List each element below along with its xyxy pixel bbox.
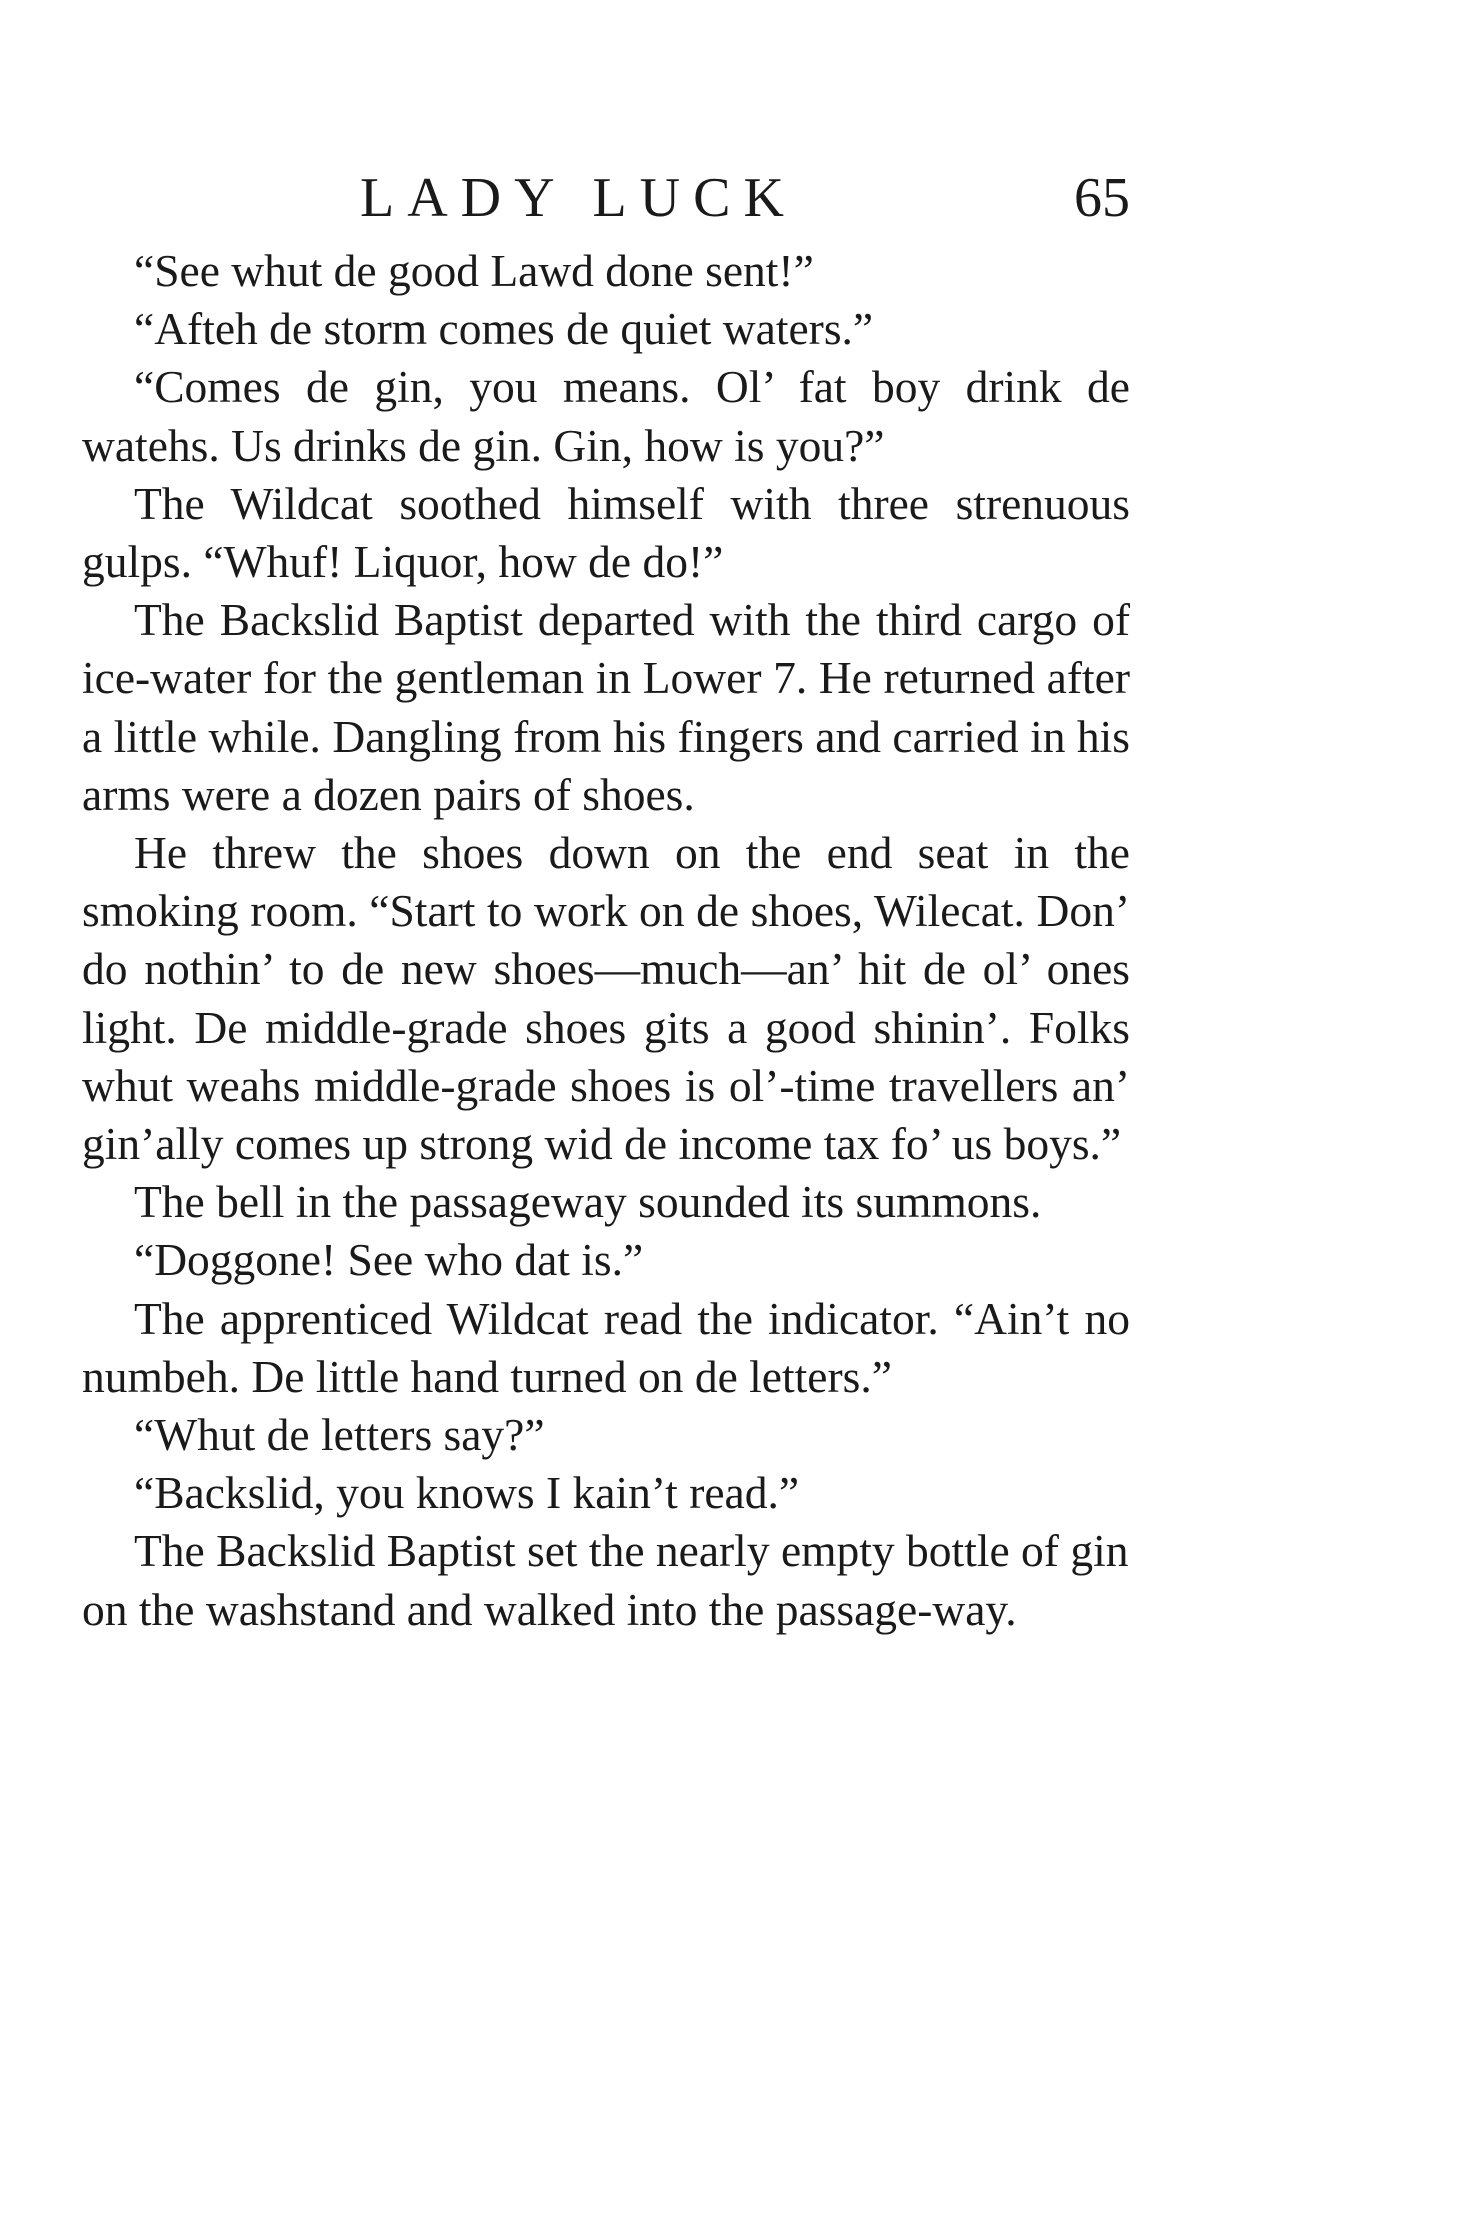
paragraph: “Comes de gin, you means. Ol’ fat boy drink de watehs. Us drinks de gin. Gin, how is you?” bbox=[82, 361, 1130, 471]
paragraph: “See whut de good Lawd done sent!” bbox=[134, 245, 814, 296]
paragraph: “Whut de letters say?” bbox=[134, 1409, 545, 1461]
paragraph: He threw the shoes down on the end seat in the smoking room. “Start to work on de shoes, Wilecat. Don’ do nothin’ to de new shoes—much—an’ hit de ol’ ones light. De middle-grade shoes gits a good shinin’. Folks whut weahs middle-grade shoes is ol’-time travellers an’ gin’ally comes up strong wid de income tax fo’ us boys.” bbox=[82, 827, 1130, 1170]
body-text bbox=[82, 242, 1130, 1639]
paragraph: “Backslid, you knows I kain’t read.” bbox=[134, 1467, 800, 1519]
paragraph: The Backslid Baptist departed with the third cargo of ice-water for the gentleman in Lower 7. He returned after a little while. Dangling from his fingers and carried in his arms were a dozen pairs of shoes. bbox=[82, 594, 1130, 820]
paragraph: The bell in the passageway sounded its summons. bbox=[134, 1176, 1042, 1228]
paragraph: The Backslid Baptist set the nearly empty bottle of gin on the washstand and walked into the passage-way. bbox=[82, 1525, 1129, 1635]
paragraph: “Doggone! See who dat is.” bbox=[134, 1234, 644, 1286]
paragraph: The Wildcat soothed himself with three strenuous gulps. “Whuf! Liquor, how de do!” bbox=[82, 477, 1130, 588]
page-number: 65 bbox=[1074, 167, 1130, 229]
running-title: LADY LUCK bbox=[360, 167, 797, 229]
running-head bbox=[82, 158, 1130, 238]
paragraph: “Afteh de storm comes de quiet waters.” bbox=[134, 303, 874, 355]
paragraph: The apprenticed Wildcat read the indicator. “Ain’t no numbeh. De little hand turned on de letters.” bbox=[82, 1292, 1130, 1402]
